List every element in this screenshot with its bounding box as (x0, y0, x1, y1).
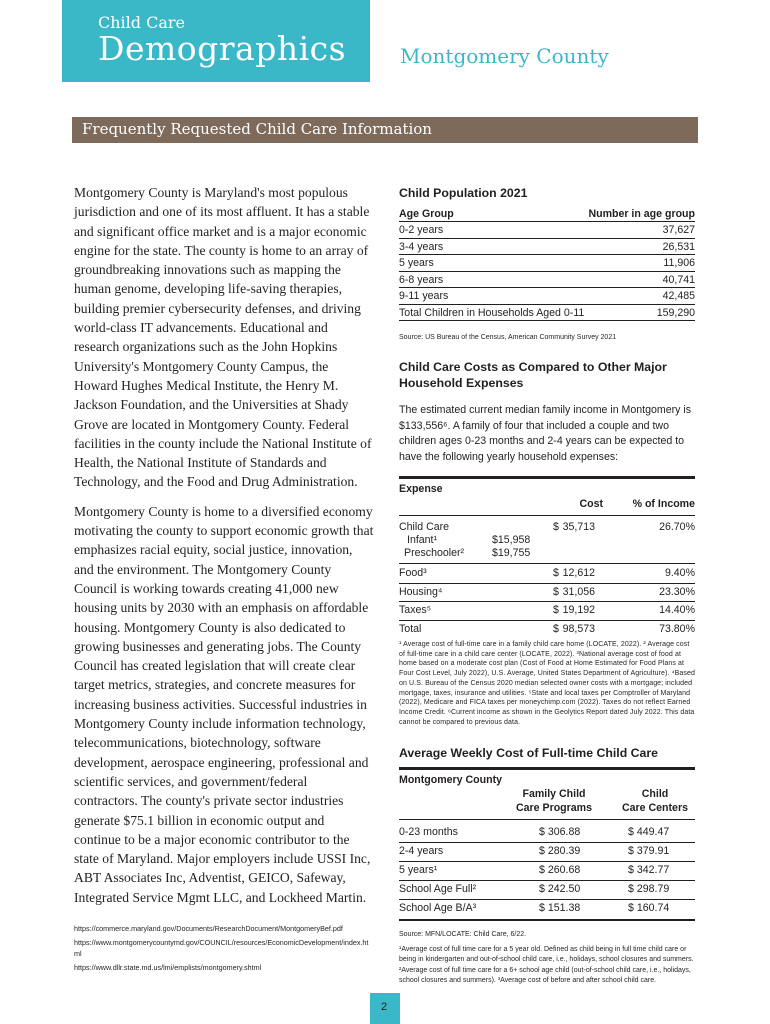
population-title: Child Population 2021 (399, 186, 528, 200)
cost-col-label: Cost (579, 498, 603, 510)
row-label: 0-2 years (399, 222, 587, 239)
row-cost: 19,192 (562, 604, 595, 616)
table-row (399, 238, 695, 255)
county-title: Montgomery County (400, 44, 609, 68)
divider (399, 601, 695, 602)
row-label: Taxes⁵ (399, 604, 432, 616)
costs-title (399, 359, 695, 391)
row-dollar: $ (553, 567, 559, 579)
row-value: 42,485 (587, 288, 695, 305)
reference-link[interactable]: https://www.dllr.state.md.us/lmi/emplists/montgomery.shtml (74, 962, 262, 972)
row-pct: 14.40% (659, 604, 695, 616)
row-label: Total (399, 623, 422, 635)
row-label: 5 years¹ (399, 864, 438, 877)
weekly-col-family-2: Care Programs (516, 802, 592, 815)
row-label: School Age Full² (399, 883, 477, 896)
row-label: 2-4 years (399, 845, 444, 858)
row-pct: 23.30% (659, 586, 695, 598)
page-number-badge (370, 993, 400, 1024)
weekly-col-center: Child (641, 788, 669, 801)
table-row (399, 534, 695, 548)
table-row (399, 521, 695, 535)
header-banner (62, 0, 370, 82)
row-pct: 9.40% (664, 567, 695, 579)
row-label: School Age B/A³ (399, 902, 477, 915)
intro-paragraph: Montgomery County is Maryland's most populous jurisdiction and one of its most affluent. It has a stable and significant office market and is a major economic engine for the state. The county is home to an array of groundbreaking innovations such as mapping the human genome, developing life-saving therapies, building premier cybersecurity defenses, and driving world-class IT advancements. Educational and research organizations such as the John Hopkins University's Montgomery County Campus, the Howard Hughes Medical Institute, the Henry M. Jackson Foundation, and the Universities at Shady Grove are located in Montgomery County. Federal facilities in the county include the National Institute of Health, the National Institute of Standards and Technology, and the Food and Drug Administration. (74, 185, 372, 490)
divider (399, 563, 695, 564)
row-center: $ 379.91 (628, 845, 670, 858)
row-cost: 98,573 (562, 623, 595, 635)
divider (399, 620, 695, 621)
row-label: Food³ (399, 567, 427, 579)
divider (399, 919, 695, 921)
expense-col-label: Expense (399, 483, 443, 495)
reference-link[interactable]: https://commerce.maryland.gov/Documents/ResearchDocument/MontgomeryBef.pdf (74, 923, 343, 933)
divider (399, 880, 695, 881)
economy-paragraph: Montgomery County is home to a diversified economy motivating the county to support economic growth that emphasizes racial equity, social justice, innovation, and the environment. The Montgomery County Council is working towards creating 41,000 new housing units by 2030 with an emphasis on affordable housing. Montgomery County is also dedicated to growing businesses and generating jobs. The County Council has created legislation that will create clear target metrics, strategies, and concrete measures for increasing business activities. Successful industries in Montgomery County include information technology, telecommunications, biotechnology, software development, aerospace engineering, professional and scientific services, and government/federal contractors. The county's private sector industries generate $75.1 billion in economic output and continue to be a major economic contributor to the state of Maryland. Major employers include USSI Inc, ABT Associates Inc, Adventist, GEICO, Safeway, Integrated Service Mgmt LLC, and Lockheed Martin. (74, 503, 374, 905)
table-row (399, 271, 695, 288)
section-title: Frequently Requested Child Care Information (82, 120, 432, 138)
table-row (399, 222, 695, 239)
weekly-subtitle-text: Montgomery County (399, 774, 502, 787)
table-row (399, 255, 695, 272)
costs-footnotes: ¹ Average cost of full-time care in a family child care home (LOCATE, 2022). ² Average cost of full-time care in a child care center (LOCATE, 2022). ³National average cost of food at home based on a moderate cost plan (Cost of Food at Home Estimated for Food Plans at Four Cost Level, July 2022), U.S. Average, United States Department of Agriculture). ⁴Based on U.S. Bureau of the Census 2020 median selected owner costs with a mortgage; included mortgage, taxes, insurance and utilities. ⁵State and local taxes per Comptroller of Maryland (2022), Medicare and FICA taxes per moneychimp.com (2022). Taxes do not reflect Earned Income Credit. ⁶Current income as shown in the Geolytics Report dated July 2022. This data cannot be compared to previous data. (399, 641, 696, 726)
row-cost: 35,713 (562, 521, 595, 533)
weekly-notes: ¹Average cost of full time care for a 5 year old. Defined as child being in full time child care or being in kindergarten and out-of-school child care, i.e., holidays, school closures and summers. ²Average cost of full time care for a 6+ school age child (out-of-school child care, i.e., holidays, school closures and summers). ³Average cost of before and after school child care. (399, 945, 694, 984)
row-value: 37,627 (587, 222, 695, 239)
row-dollar: $ (553, 604, 559, 616)
weekly-col-center-2: Care Centers (622, 802, 688, 815)
row-label: Child Care (399, 521, 450, 533)
row-value: 26,531 (587, 238, 695, 255)
population-source: Source: US Bureau of the Census, American Community Survey 2021 (399, 334, 617, 341)
row-family: $ 151.38 (539, 902, 581, 915)
expense-header-2 (399, 498, 695, 512)
row-family: $ 260.68 (539, 864, 581, 877)
costs-title-line: Household Expenses (399, 376, 524, 390)
row-label: 5 years (399, 255, 587, 272)
row-dollar: $ (553, 586, 559, 598)
reference-link[interactable]: https://www.montgomerycountymd.gov/COUNCIL/resources/EconomicDevelopment/index.html (74, 937, 369, 958)
weekly-table (399, 770, 695, 900)
divider (399, 583, 695, 584)
row-family: $ 280.39 (539, 845, 581, 858)
pct-col-label: % of Income (632, 498, 695, 510)
divider (399, 819, 695, 820)
row-value: 11,906 (587, 255, 695, 272)
table-row (399, 586, 695, 600)
expense-table (399, 476, 695, 635)
population-col-age: Age Group (399, 207, 587, 222)
weekly-col-family: Family Child (522, 788, 586, 801)
row-value: 40,741 (587, 271, 695, 288)
row-center: $ 449.47 (628, 826, 670, 839)
table-row (399, 623, 695, 637)
row-label: 0-23 months (399, 826, 458, 839)
costs-title-line: Child Care Costs as Compared to Other Major (399, 360, 667, 374)
costs-intro: The estimated current median family income in Montgomery is $133,556⁶. A family of four that included a couple and two children ages 0-23 months and 2-4 years can be expected to have the following yearly household expenses: (399, 404, 692, 463)
row-dollar: $ (553, 521, 559, 533)
row-label: Infant¹ (407, 534, 438, 546)
row-pct: 26.70% (659, 521, 695, 533)
table-row (399, 567, 695, 581)
left-column (74, 183, 374, 973)
header-title: Demographics (98, 29, 347, 68)
row-value: 159,290 (587, 304, 695, 321)
population-table (399, 207, 695, 321)
expense-header (399, 483, 695, 497)
row-cost: $19,755 (492, 547, 531, 559)
header-subtitle: Child Care (98, 13, 186, 32)
row-dollar: $ (553, 623, 559, 635)
row-center: $ 298.79 (628, 883, 670, 896)
row-center: $ 160.74 (628, 902, 670, 915)
table-row (399, 288, 695, 305)
row-center: $ 342.77 (628, 864, 670, 877)
row-family: $ 306.88 (539, 826, 581, 839)
row-cost: 31,056 (562, 586, 595, 598)
row-label: Housing⁴ (399, 586, 443, 598)
row-pct: 73.80% (659, 623, 695, 635)
table-row (399, 604, 695, 618)
right-column (399, 185, 695, 986)
row-cost: 12,612 (562, 567, 595, 579)
divider (399, 861, 695, 862)
weekly-source: Source: MFN/LOCATE: Child Care, 6/22. (399, 931, 527, 939)
table-row (399, 547, 695, 561)
divider (399, 515, 695, 516)
row-label: 9-11 years (399, 288, 587, 305)
population-col-number: Number in age group (588, 208, 695, 220)
row-label: Preschooler² (404, 547, 465, 559)
section-bar (72, 117, 698, 143)
page-number: 2 (381, 1001, 388, 1013)
weekly-table-last (399, 900, 695, 922)
row-label: Total Children in Households Aged 0-11 (399, 304, 587, 321)
divider (399, 842, 695, 843)
weekly-title: Average Weekly Cost of Full-time Child Care (399, 745, 695, 770)
row-label: 3-4 years (399, 238, 587, 255)
row-label: 6-8 years (399, 271, 587, 288)
row-cost: $15,958 (492, 534, 531, 546)
row-family: $ 242.50 (539, 883, 581, 896)
table-row (399, 304, 695, 321)
